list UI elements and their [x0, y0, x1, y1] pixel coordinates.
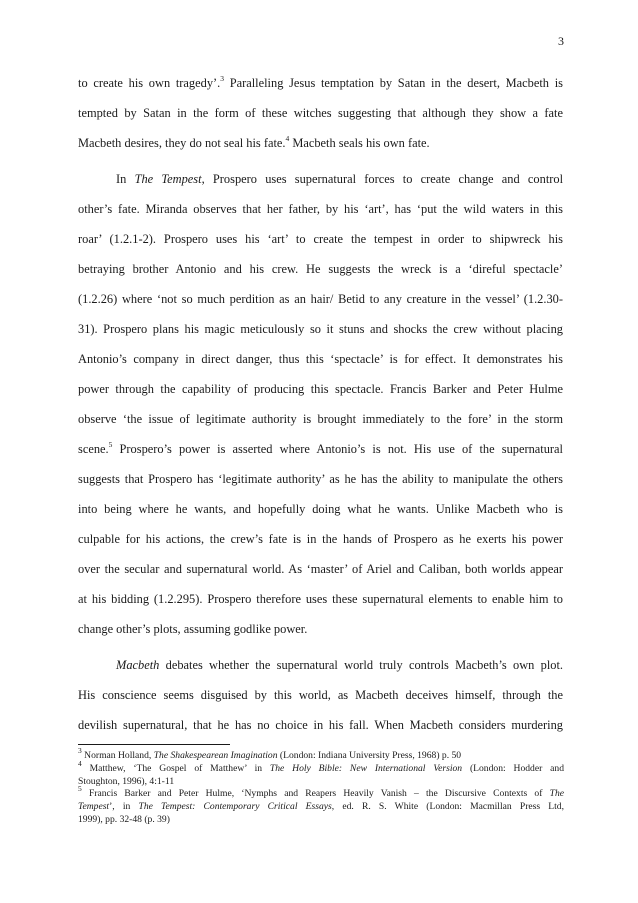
text-line: roar’ (1.2.1-2). Prospero uses his ‘art’ to create the tempest in order to shipwreck his — [78, 232, 563, 246]
text-line: to create his own tragedy’.$^3$ Paralleling Jesus temptation by Satan in the desert, Macbeth is — [78, 73, 563, 90]
footnote-ref-3[interactable]: 3 — [220, 73, 224, 83]
text-line: Macbeth debates whether the supernatural world truly controls Macbeth’s own plot. — [116, 658, 563, 672]
text-line: observe ‘the issue of legitimate authority is brought immediately to the fore’ in the storm — [78, 412, 563, 426]
text-line: (1.2.26) where ‘not so much perdition as an hair/ Betid to any creature in the vessel’ (1.2.30- — [78, 292, 563, 306]
text-line: devilish supernatural, that he has no choice in his fall. When Macbeth considers murdering — [78, 718, 563, 732]
text-line: 31). Prospero plans his magic meticulously so it stuns and shocks the crew without placing — [78, 322, 563, 336]
footnotes — [78, 745, 564, 827]
footnote-4: $^4$ Matthew, ‘The Gospel of Matthew’ in The Holy Bible: New International Version (London: Hodder and Stoughton, 1996), 4:1-11 — [78, 758, 564, 787]
footnote-divider — [78, 744, 230, 745]
text-line: culpable for his actions, the crew’s fate is in the hands of Prospero as he exerts his power — [78, 532, 563, 546]
text-line: In The Tempest, Prospero uses supernatural forces to create change and control — [116, 172, 564, 186]
text-line: tempted by Satan in the form of these witches suggesting that although they show a fate — [78, 106, 563, 120]
text-line: Antonio’s company in direct danger, thus this ‘spectacle’ is for effect. It demonstrates his — [78, 352, 563, 366]
footnote-5: $^5$ Francis Barker and Peter Hulme, ‘Nymphs and Reapers Heavily Vanish – the Discursive Contexts of The Tempest’, in The Tempest: Contemporary Critical Essays, ed. R. S. White (London: Macmillan Press Ltd, 1999), pp. 32-48 (p. 39) — [78, 784, 564, 825]
footnote-ref-5[interactable]: 5 — [108, 439, 113, 449]
text-line: Macbeth desires, they do not seal his fate.$^4$ Macbeth seals his own fate. — [78, 133, 430, 150]
text-line: power through the capability of producing this spectacle. Francis Barker and Peter Hulme — [78, 382, 563, 396]
page-number: 3 — [558, 34, 564, 48]
text-line: scene.$^5$ Prospero’s power is asserted where Antonio’s is not. His use of the supernatural — [78, 439, 563, 456]
text-line: into being where he wants, and hopefully doing what he wants. Unlike Macbeth who is — [78, 502, 563, 516]
title-macbeth: Macbeth — [116, 658, 160, 672]
text-line: suggests that Prospero has ‘legitimate authority’ as he has the ability to manipulate the others — [78, 472, 563, 486]
footnote-ref-4[interactable]: 4 — [285, 133, 290, 143]
body-text — [78, 68, 563, 740]
text-line: change other’s plots, assuming godlike power. — [78, 622, 308, 636]
text-line: over the secular and supernatural world. As ‘master’ of Ariel and Caliban, both worlds appear — [78, 562, 563, 576]
text-line: betraying brother Antonio and his crew. He suggests the wreck is a ‘direful spectacle’ — [78, 262, 563, 276]
text-line: His conscience seems disguised by this world, as Macbeth deceives himself, through the — [78, 688, 563, 702]
text-line: at his bidding (1.2.295). Prospero therefore uses these supernatural elements to enable him to — [78, 592, 563, 606]
paragraph-3 — [78, 650, 563, 740]
paragraph-2 — [78, 164, 563, 644]
paragraph-1 — [78, 68, 563, 158]
text-line: other’s fate. Miranda observes that her father, by his ‘art’, has ‘put the wild waters in this — [78, 202, 563, 216]
title-the-tempest: The Tempest — [134, 172, 202, 186]
footnote-3: $^3$ Norman Holland, The Shakespearean Imagination (London: Indiana University Press, 1968) p. 50 — [78, 745, 462, 761]
